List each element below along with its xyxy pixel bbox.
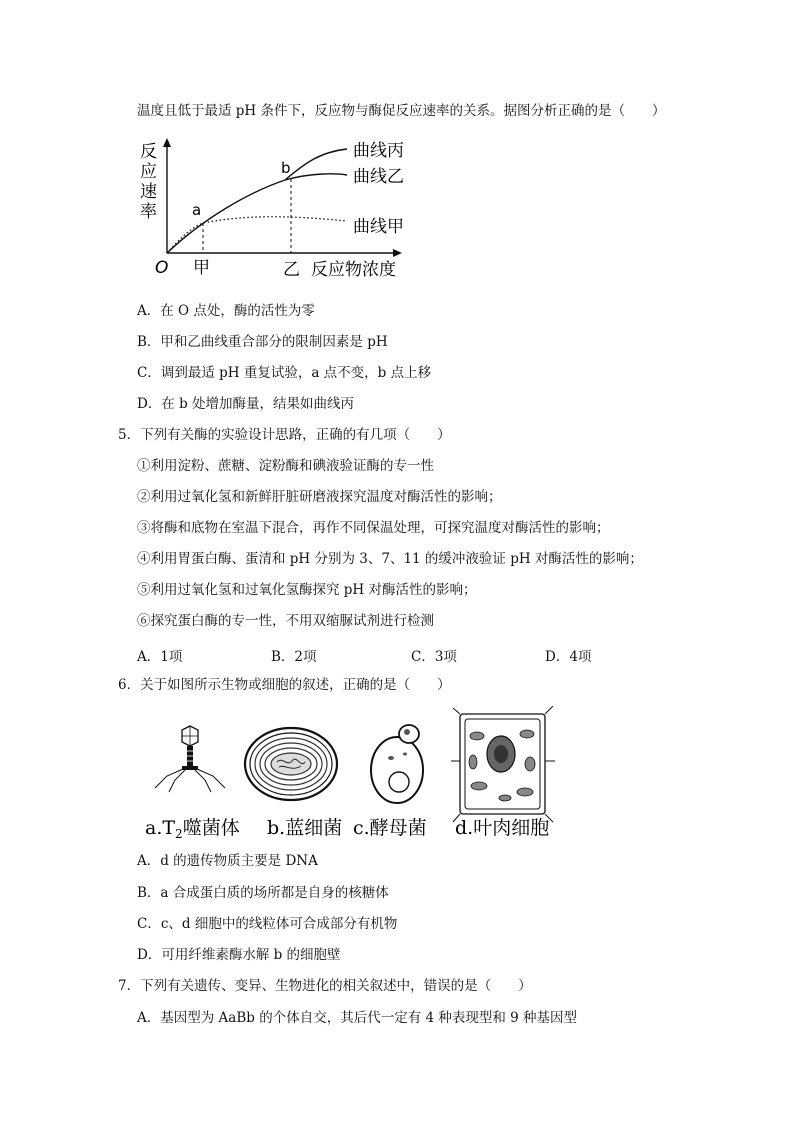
curve-jia [167, 217, 347, 253]
x-tick-yi: 乙 [283, 260, 300, 280]
organisms-figure [135, 706, 560, 846]
q4-option-d: D．在 b 处增加酶量，结果如曲线丙 [137, 396, 355, 412]
y-axis-label-3: 速 [140, 182, 157, 202]
point-b-label: b [281, 159, 291, 177]
curve-yi-label: 曲线乙 [353, 167, 404, 187]
q5-option-c: C．3项 [411, 649, 457, 665]
q4-option-b: B．甲和乙曲线重合部分的限制因素是 pH [137, 334, 388, 350]
point-a-label: a [192, 201, 202, 219]
q5-item-4: ④利用胃蛋白酶、蛋清和 pH 分别为 3、7、11 的缓冲液验证 pH 对酶活性的影响； [137, 551, 643, 567]
leaf-cell-illustration [451, 706, 555, 822]
q6-option-b: B．a 合成蛋白质的场所都是自身的核糖体 [137, 885, 389, 901]
q6-option-a: A．d 的遗传物质主要是 DNA [137, 853, 318, 869]
q5-option-a: A．1项 [137, 649, 183, 665]
x-tick-jia: 甲 [193, 258, 210, 278]
q4-option-a: A．在 O 点处，酶的活性为零 [137, 303, 315, 319]
t2-phage-illustration [155, 726, 225, 792]
q7-option-a: A．基因型为 AaBb 的个体自交，其后代一定有 4 种表现型和 9 种基因型 [137, 1010, 578, 1026]
x-axis-arrow [393, 249, 402, 257]
caption-b: b.蓝细菌 [267, 817, 343, 839]
question-5-stem: 5．下列有关酶的实验设计思路，正确的有几项（ ） [118, 427, 451, 443]
q5-item-3: ③将酶和底物在室温下混合，再作不同保温处理，可探究温度对酶活性的影响； [137, 520, 610, 536]
q5-item-1: ①利用淀粉、蔗糖、淀粉酶和碘液验证酶的专一性 [137, 458, 434, 474]
question-4-stem-tail: 温度且低于最适 pH 条件下，反应物与酶促反应速率的关系。据图分析正确的是（ ） [137, 103, 666, 119]
curve-bing-label: 曲线丙 [353, 141, 404, 161]
y-axis-label-4: 率 [140, 202, 157, 222]
caption-a: $a.T_2$噬菌体 [145, 817, 240, 841]
q5-option-d: D．4项 [545, 649, 592, 665]
q5-item-5: ⑤利用过氧化氢和过氧化氢酶探究 pH 对酶活性的影响； [137, 582, 477, 598]
yeast-illustration [371, 725, 423, 803]
q6-option-c: C．c、d 细胞中的线粒体可合成部分有机物 [137, 916, 398, 932]
q5-option-b: B．2项 [271, 649, 317, 665]
y-axis-label-2: 应 [140, 162, 157, 182]
x-axis-label: 反应物浓度 [311, 260, 396, 280]
question-6-stem: 6．关于如图所示生物或细胞的叙述，正确的是（ ） [118, 677, 451, 693]
q5-item-6: ⑥探究蛋白酶的专一性，不用双缩脲试剂进行检测 [137, 613, 434, 629]
enzyme-reaction-rate-graph [135, 135, 425, 285]
y-axis-arrow [163, 138, 171, 147]
caption-d: d.叶肉细胞 [455, 817, 550, 839]
origin-label: O [155, 258, 169, 278]
caption-c: c.酵母菌 [353, 817, 427, 839]
curve-bing [285, 149, 347, 180]
y-axis-label-1: 反 [140, 142, 157, 162]
q6-option-d: D．可用纤维素酶水解 b 的细胞壁 [137, 947, 341, 963]
q4-option-c: C．调到最适 pH 重复试验，a 点不变，b 点上移 [137, 365, 432, 381]
question-7-stem: 7．下列有关遗传、变异、生物进化的相关叙述中，错误的是（ ） [118, 978, 532, 994]
cyanobacteria-illustration [245, 728, 337, 800]
q5-item-2: ②利用过氧化氢和新鲜肝脏研磨液探究温度对酶活性的影响； [137, 489, 502, 505]
curve-jia-label: 曲线甲 [353, 217, 404, 237]
